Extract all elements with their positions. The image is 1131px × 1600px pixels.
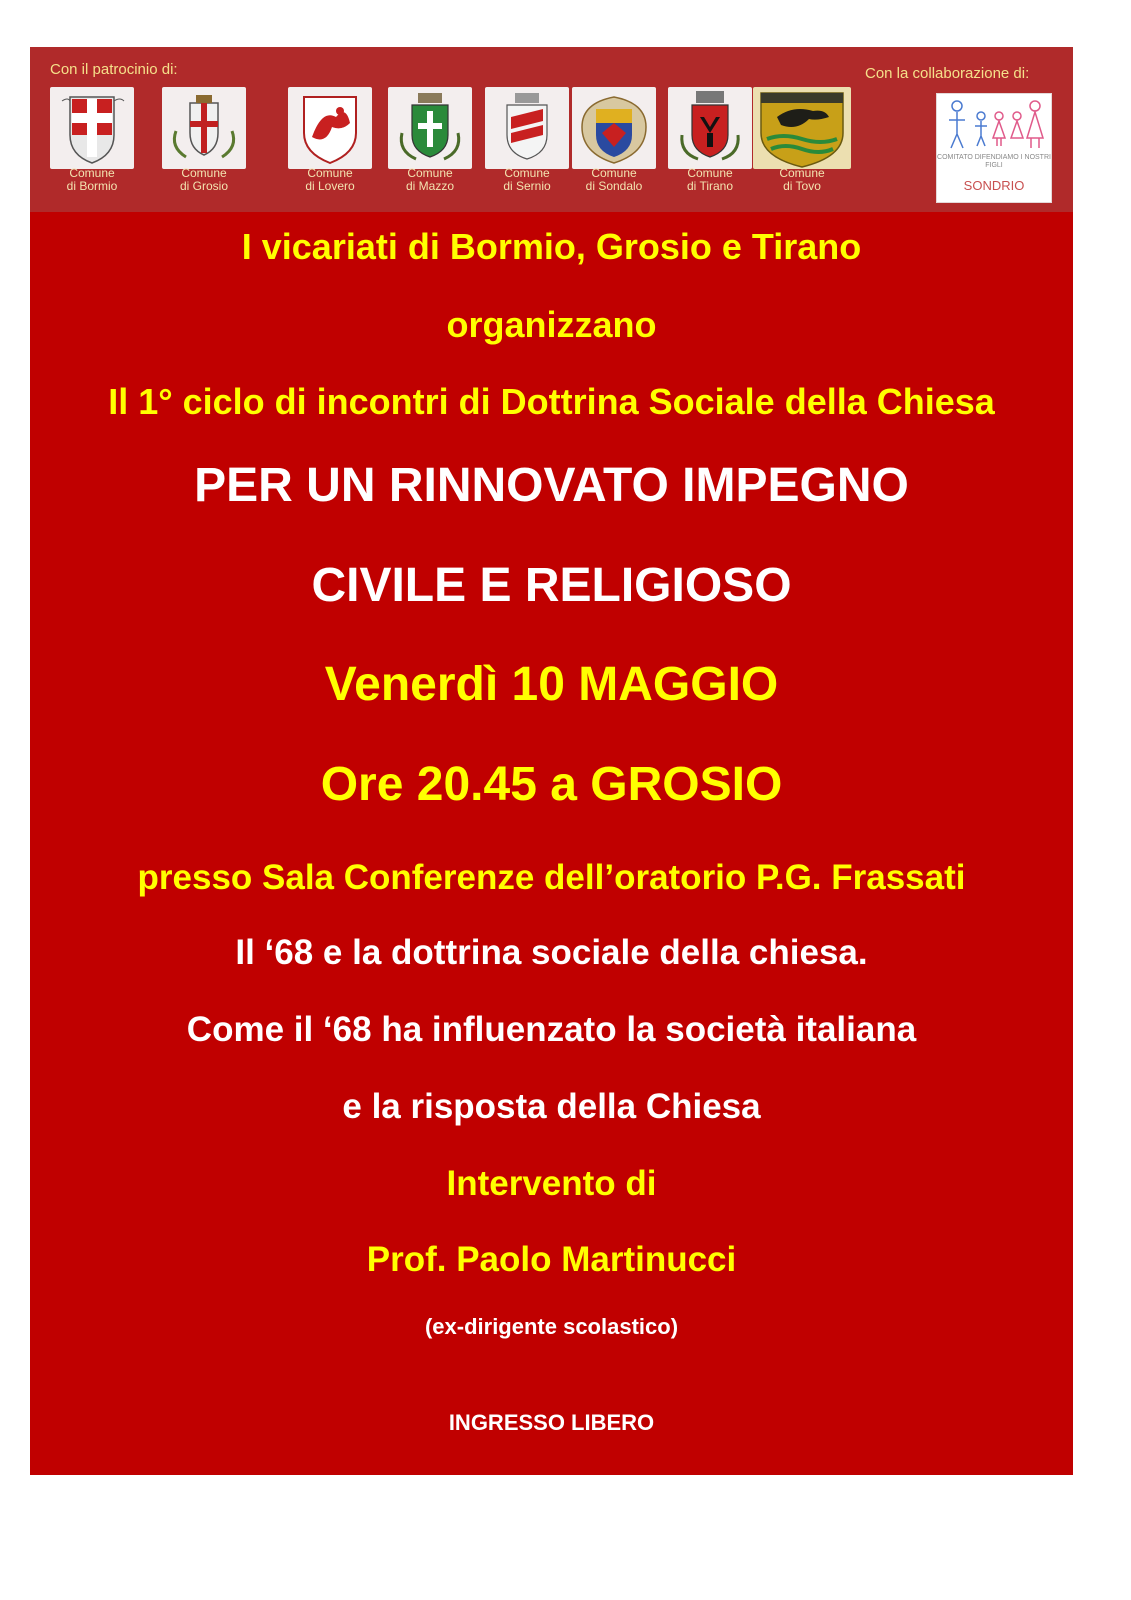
crest-caption: Comune di Sondalo <box>585 166 643 193</box>
topic-line-3: e la risposta della Chiesa <box>342 1087 761 1126</box>
mazzo-crest-icon <box>388 87 472 169</box>
speaker-name: Prof. Paolo Martinucci <box>366 1240 737 1279</box>
bormio-crest-icon <box>50 87 134 169</box>
tirano-crest-icon <box>668 87 752 169</box>
poster <box>30 47 1073 1475</box>
sondalo-crest-icon <box>572 87 656 169</box>
crest-caption: Comune di Sernio <box>503 166 551 193</box>
crest-caption: Comune di Tovo <box>779 166 825 193</box>
tovo-crest-icon <box>753 87 851 169</box>
crest-sondalo <box>572 87 656 225</box>
event-venue: presso Sala Conferenze dell’oratorio P.G. Frassati <box>137 858 966 897</box>
topic-line-1: Il ‘68 e la dottrina sociale della chiesa. <box>235 933 868 972</box>
family-logo-icon <box>937 94 1051 154</box>
crest-caption: Comune di Mazzo <box>405 166 455 193</box>
topic-line-2: Come il ‘68 ha influenzato la società italiana <box>186 1010 917 1049</box>
sponsor-banner <box>30 47 1073 212</box>
title-line-1: PER UN RINNOVATO IMPEGNO <box>194 459 909 512</box>
event-time-place: Ore 20.45 a GROSIO <box>320 758 783 811</box>
lovero-crest-icon <box>288 87 372 169</box>
title-line-2: CIVILE E RELIGIOSO <box>311 559 792 612</box>
cycle-line: Il 1° ciclo di incontri di Dottrina Sociale della Chiesa <box>108 381 995 422</box>
organizers-line: I vicariati di Bormio, Grosio e Tirano <box>241 226 862 267</box>
crest-tirano <box>668 87 752 225</box>
crest-bormio <box>50 87 134 225</box>
crest-caption: Comune di Lovero <box>305 166 355 193</box>
collaborator-logo <box>936 93 1052 203</box>
entry-notice: INGRESSO LIBERO <box>448 1410 655 1435</box>
speaker-intro: Intervento di <box>446 1164 657 1203</box>
crest-grosio <box>162 87 246 225</box>
event-date: Venerdì 10 MAGGIO <box>324 658 779 711</box>
grosio-crest-icon <box>162 87 246 169</box>
sponsor-label: Con il patrocinio di: <box>50 61 178 78</box>
crest-tovo <box>753 87 851 225</box>
organize-verb: organizzano <box>446 304 657 345</box>
crest-mazzo <box>388 87 472 225</box>
crest-caption: Comune di Tirano <box>686 166 734 193</box>
crest-lovero <box>288 87 372 225</box>
speaker-role: (ex-dirigente scolastico) <box>424 1314 679 1339</box>
sernio-crest-icon <box>485 87 569 169</box>
collaborator-name: SONDRIO <box>963 178 1025 193</box>
crest-sernio <box>485 87 569 225</box>
crest-caption: Comune di Bormio <box>66 166 118 193</box>
crest-caption: Comune di Grosio <box>179 166 229 193</box>
collaborator-subtitle: COMITATO DIFENDIAMO I NOSTRI FIGLI <box>937 154 1051 169</box>
collaboration-label: Con la collaborazione di: <box>865 65 1030 82</box>
